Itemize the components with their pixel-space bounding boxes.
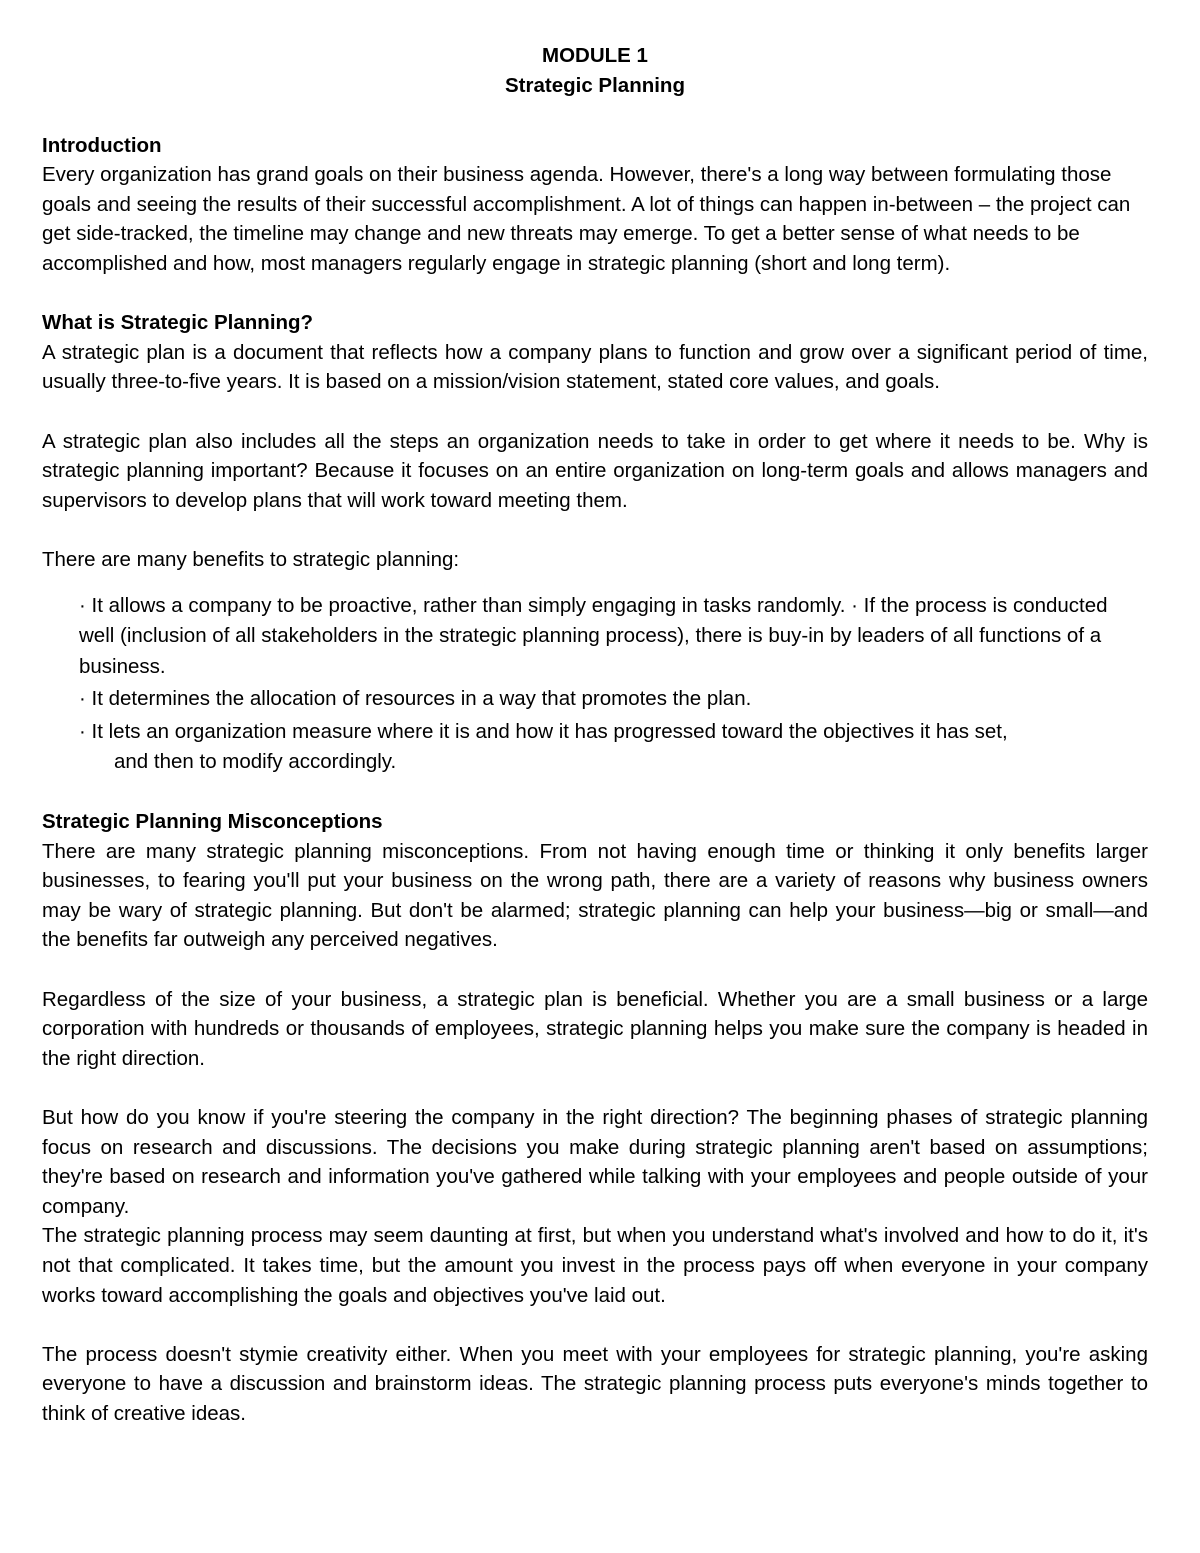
spacer	[42, 955, 1148, 985]
spacer	[42, 397, 1148, 427]
misconceptions-heading: Strategic Planning Misconceptions	[42, 810, 383, 834]
what-is-paragraph-2: A strategic plan also includes all the steps an organization needs to take in order to get where it needs to be. Why is strategic planning important? Because it focuses on an entire organization on long-term goals and allows managers and supervisors to develop plans that will work toward meeting them.	[42, 429, 1148, 512]
module-title-block	[42, 41, 1148, 101]
benefits-list	[42, 591, 1148, 778]
document-page	[42, 40, 1148, 1429]
module-label: MODULE 1	[542, 44, 648, 67]
what-is-heading: What is Strategic Planning?	[42, 311, 314, 335]
module-title: Strategic Planning	[505, 74, 685, 97]
misconceptions-paragraph-4: The strategic planning process may seem daunting at first, but when you understand what's involved and how to do it, it's not that complicated. It takes time, but the amount you invest in the process pays off when everyone in your company works toward accomplishing the goals and objectives you've laid out.	[42, 1224, 1148, 1307]
benefit-item-line: · It lets an organization measure where it is and how it has progressed toward the objectives it has set,	[79, 719, 1008, 743]
spacer	[42, 1310, 1148, 1340]
misconceptions-paragraph-5: The process doesn't stymie creativity either. When you meet with your employees for strategic planning, you're asking everyone to have a discussion and brainstorm ideas. The strategic planning process puts everyone's minds together to think of creative ideas.	[42, 1342, 1148, 1425]
benefit-item: · It determines the allocation of resources in a way that promotes the plan.	[79, 687, 752, 710]
benefit-item: · It allows a company to be proactive, rather than simply engaging in tasks randomly. · If the process is conducted well (inclusion of all stakeholders in the strategic planning process), there is buy-in by leaders of all functions of a business.	[79, 593, 1108, 678]
what-is-paragraph-1: A strategic plan is a document that reflects how a company plans to function and grow over a significant period of time, usually three-to-five years. It is based on a mission/vision statement, stated core values, and goals.	[42, 340, 1148, 394]
introduction-paragraph: Every organization has grand goals on their business agenda. However, there's a long way between formulating those goals and seeing the results of their successful accomplishment. A lot of things can happen in-between – the project can get side-tracked, the timeline may change and new threats may emerge. To get a better sense of what needs to be accomplished and how, most managers regularly engage in strategic planning (short and long term).	[42, 163, 1131, 275]
misconceptions-paragraph-2: Regardless of the size of your business, a strategic plan is beneficial. Whether you are a small business or a large corporation with hundreds or thousands of employees, strategic planning helps you make sure the company is headed in the right direction.	[42, 987, 1148, 1070]
benefits-intro: There are many benefits to strategic planning:	[42, 547, 460, 571]
spacer	[42, 778, 1148, 808]
spacer	[42, 515, 1148, 545]
spacer	[42, 1073, 1148, 1103]
spacer	[42, 279, 1148, 309]
benefit-item-continuation: and then to modify accordingly.	[114, 750, 397, 773]
misconceptions-paragraph-1: There are many strategic planning misconceptions. From not having enough time or thinking it only benefits larger businesses, to fearing you'll put your business on the wrong path, there are a variety of reasons why business owners may be wary of strategic planning. But don't be alarmed; strategic planning can help your business—big or small—and the benefits far outweigh any perceived negatives.	[42, 839, 1148, 952]
benefit-item	[79, 717, 1148, 778]
misconceptions-paragraph-3: But how do you know if you're steering the company in the right direction? The beginning phases of strategic planning focus on research and discussions. The decisions you make during strategic planning aren't based on assumptions; they're based on research and information you've gathered while talking with your employees and people outside of your company.	[42, 1106, 1148, 1218]
spacer	[42, 101, 1148, 131]
introduction-heading: Introduction	[42, 133, 162, 157]
